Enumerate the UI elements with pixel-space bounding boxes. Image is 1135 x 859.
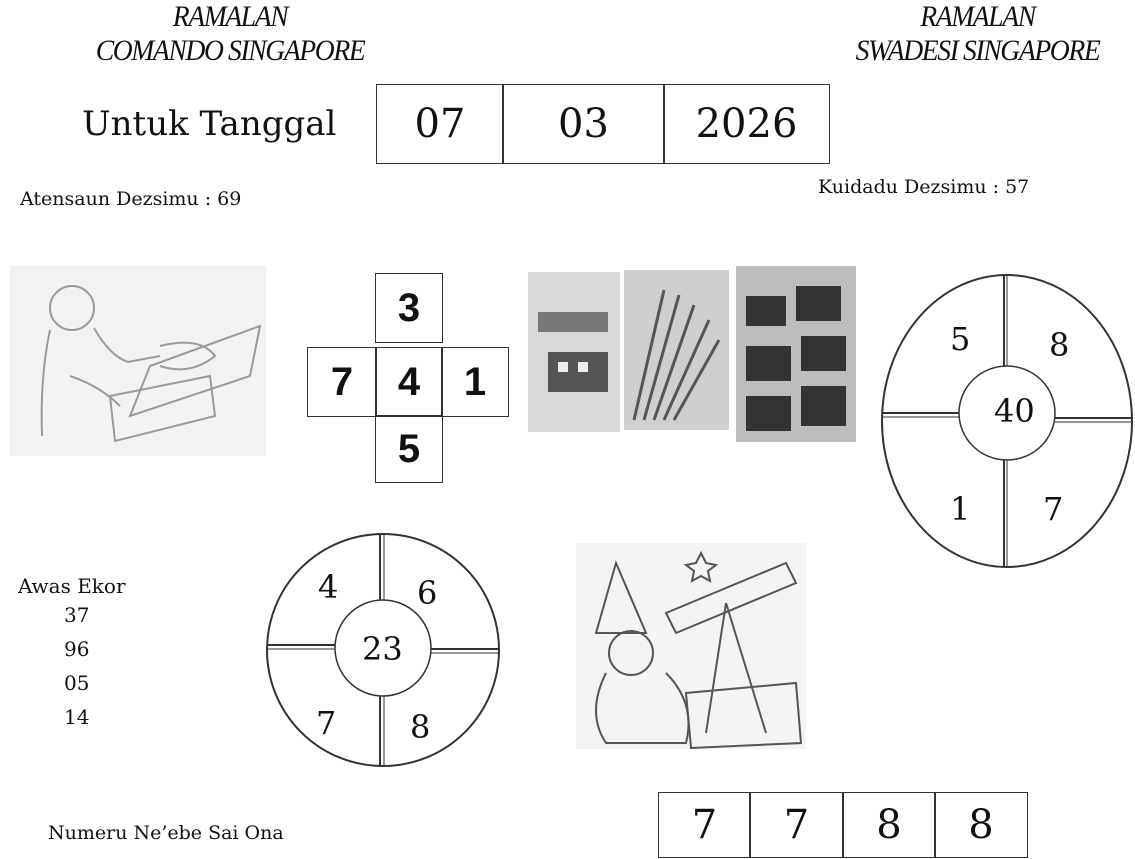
numeru-digit: 7 [749, 792, 844, 858]
left-wheel-top-left: 4 [318, 568, 339, 606]
left-wheel-bottom-left: 7 [316, 704, 337, 742]
cross-center: 4 [375, 347, 443, 417]
numeru-label: Numeru Ne’ebe Sai Ona [48, 822, 284, 844]
wizard-telescope-illustration [576, 543, 806, 749]
numeru-digit: 8 [842, 792, 936, 858]
cross-bottom: 5 [375, 415, 443, 483]
left-note: Atensaun Dezsimu : 69 [20, 188, 242, 210]
right-wheel-top-left: 5 [950, 320, 971, 358]
left-header [83, 0, 377, 68]
numeru-digit: 8 [934, 792, 1028, 858]
date-year: 2026 [663, 84, 830, 164]
left-wheel-center: 23 [362, 630, 403, 668]
cross-top: 3 [375, 273, 443, 343]
awas-ekor-number: 37 [64, 603, 90, 627]
cross-right: 1 [441, 347, 509, 417]
awas-ekor [18, 574, 126, 734]
cross-left: 7 [307, 347, 377, 417]
right-note: Kuidadu Dezsimu : 57 [818, 176, 1030, 198]
right-wheel-bottom-left: 1 [950, 490, 971, 528]
awas-ekor-number: 96 [64, 637, 90, 661]
numeru-digit: 7 [658, 792, 751, 858]
date-day: 07 [376, 84, 504, 164]
awas-ekor-number: 14 [64, 705, 90, 729]
money-stack-illustration-1 [528, 272, 620, 432]
right-header-line2: SWADESI SINGAPORE [855, 34, 1100, 67]
date-month: 03 [502, 84, 665, 164]
left-wheel-bottom-right: 8 [410, 708, 431, 746]
right-wheel-bottom-right: 7 [1043, 490, 1064, 528]
left-header-line1: RAMALAN [172, 0, 288, 33]
right-wheel-top-right: 8 [1049, 326, 1070, 364]
left-header-line2: COMANDO SINGAPORE [95, 34, 365, 67]
money-stack-illustration-2 [624, 270, 729, 430]
right-header-line1: RAMALAN [920, 0, 1035, 33]
awas-ekor-number: 05 [64, 671, 90, 695]
date-label: Untuk Tanggal [82, 104, 337, 144]
money-stack-illustration-3 [736, 266, 856, 442]
right-header [833, 0, 1123, 68]
left-wheel-top-right: 6 [417, 574, 438, 612]
awas-ekor-label: Awas Ekor [18, 574, 126, 598]
right-wheel-center: 40 [994, 392, 1035, 430]
man-reading-illustration [10, 266, 266, 456]
